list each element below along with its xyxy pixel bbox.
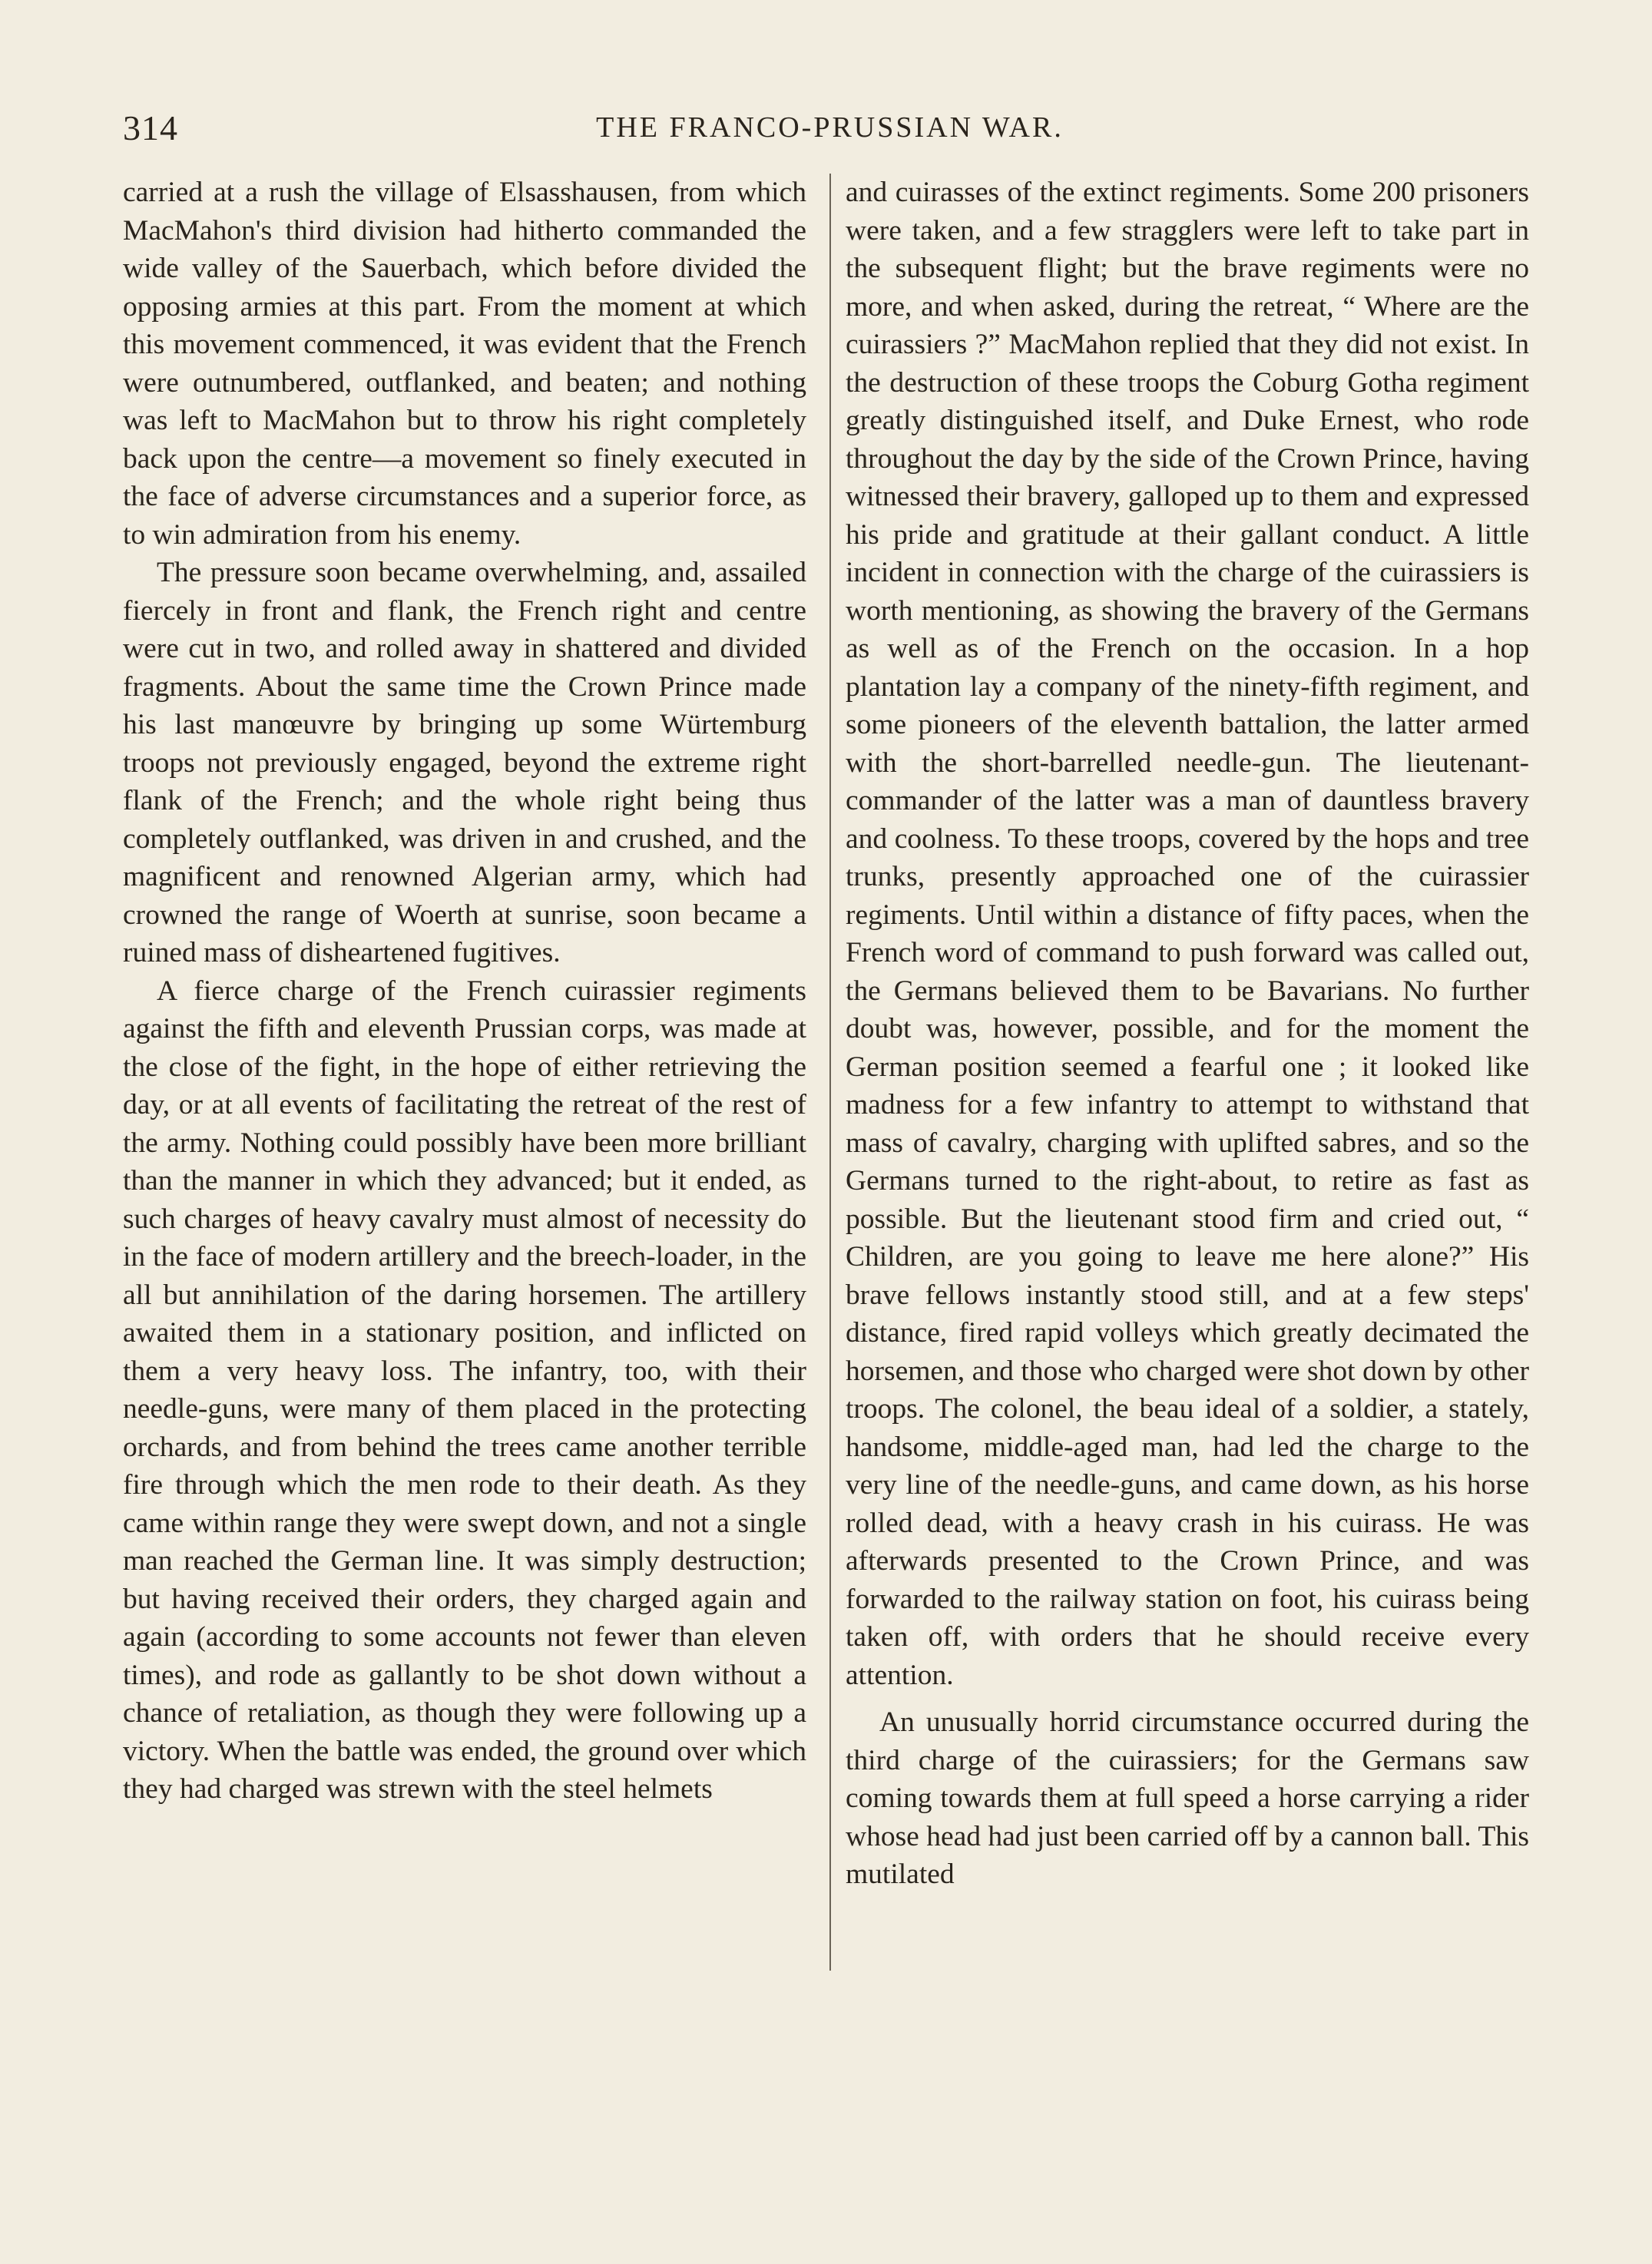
page-header bbox=[123, 108, 1537, 154]
paragraph-left-1: carried at a rush the village of Elsasshausen, from which MacMahon's third division had hitherto commanded the wide valley of the Sauerbach, which before divided the opposing armies at this part. From the moment at which this movement commenced, it was evident that the French were outnumbered, outflanked, and beaten; and nothing was left to MacMahon but to throw his right completely back upon the centre—a movement so finely executed in the face of adverse circumstances and a superior force, as to win admiration from his enemy. bbox=[123, 177, 806, 551]
left-column bbox=[123, 174, 806, 1809]
page-number: 314 bbox=[123, 108, 178, 147]
paragraph-left-3: A fierce charge of the French cuirassier regiments against the fifth and eleventh Prussian corps, was made at the close of the fight, in the hope of either retrieving the day, or at all events of facilitating the retreat of the rest of the army. Nothing could possibly have been more brilliant than the manner in which they advanced; but it ended, as such charges of heavy cavalry must almost of necessity do in the face of modern artillery and the breech-loader, in the all but annihilation of the daring horsemen. The artillery awaited them in a stationary position, and inflicted on them a very heavy loss. The infantry, too, with their needle-guns, were many of them placed in the protecting orchards, and from behind the trees came another terrible fire through which the men rode to their death. As they came within range they were swept down, and not a single man reached the German line. It was simply destruction; but having received their orders, they charged again and again (according to some accounts not fewer than eleven times), and rode as gallantly to be shot down without a chance of retaliation, as though they were following up a victory. When the battle was ended, the ground over which they had charged was strewn with the steel helmets bbox=[123, 975, 806, 1805]
paragraph-right-1: and cuirasses of the extinct regiments. Some 200 prisoners were taken, and a few stragglers were left to take part in the subsequent flight; but the brave regiments were no more, and when asked, during the retreat, “ Where are the cuirassiers ?” MacMahon replied that they did not exist. In the destruction of these troops the Coburg Gotha regiment greatly distinguished itself, and Duke Ernest, who rode throughout the day by the side of the Crown Prince, having witnessed their bravery, galloped up to them and expressed his pride and gratitude at their gallant conduct. A little incident in connection with the charge of the cuirassiers is worth mentioning, as showing the bravery of the Germans as well as of the French on the occasion. In a hop plantation lay a company of the ninety-fifth regiment, and some pioneers of the eleventh battalion, the latter armed with the short-barrelled needle-gun. The lieutenant-commander of the latter was a man of dauntless bravery and coolness. To these troops, covered by the hops and tree trunks, presently approached one of the cuirassier regiments. Until within a distance of fifty paces, when the French word of command to push forward was called out, the Germans believed them to be Bavarians. No further doubt was, however, possible, and for the moment the German position seemed a fearful one ; it looked like madness for a few infantry to attempt to withstand that mass of cavalry, charging with uplifted sabres, and so the Germans turned to the right-about, to retire as fast as possible. But the lieutenant stood firm and cried out, “ Children, are you going to leave me here alone?” His brave fellows instantly stood still, and at a few steps' distance, fired rapid volleys which greatly decimated the horsemen, and those who charged were shot down by other troops. The colonel, the beau ideal of a soldier, a stately, handsome, middle-aged man, had led the charge to the very line of the needle-guns, and came down, as his horse rolled dead, with a heavy crash in his cuirass. He was afterwards presented to the Crown Prince, and was forwarded to the railway station on foot, his cuirass being taken off, with orders that he should receive every attention. bbox=[846, 177, 1529, 1691]
paragraph-right-2: An unusually horrid circumstance occurred during the third charge of the cuirassiers; for the Germans saw coming towards them at full speed a horse carrying a rider whose head had just been carried off by a cannon ball. This mutilated bbox=[846, 1706, 1530, 1890]
running-title: THE FRANCO-PRUSSIAN WAR. bbox=[596, 111, 1064, 144]
column-divider bbox=[829, 174, 831, 1971]
paragraph-left-2: The pressure soon became overwhelming, and, assailed fiercely in front and flank, the French right and centre were cut in two, and rolled away in shattered and divided fragments. About the same time the Crown Prince made his last manœuvre by bringing up some Würtemburg troops not previously engaged, beyond the extreme right flank of the French; and the whole right being thus completely outflanked, was driven in and crushed, and the magnificent and renowned Algerian army, which had crowned the range of Woerth at sunrise, soon became a ruined mass of disheartened fugitives. bbox=[123, 557, 806, 968]
right-column bbox=[846, 174, 1529, 1894]
